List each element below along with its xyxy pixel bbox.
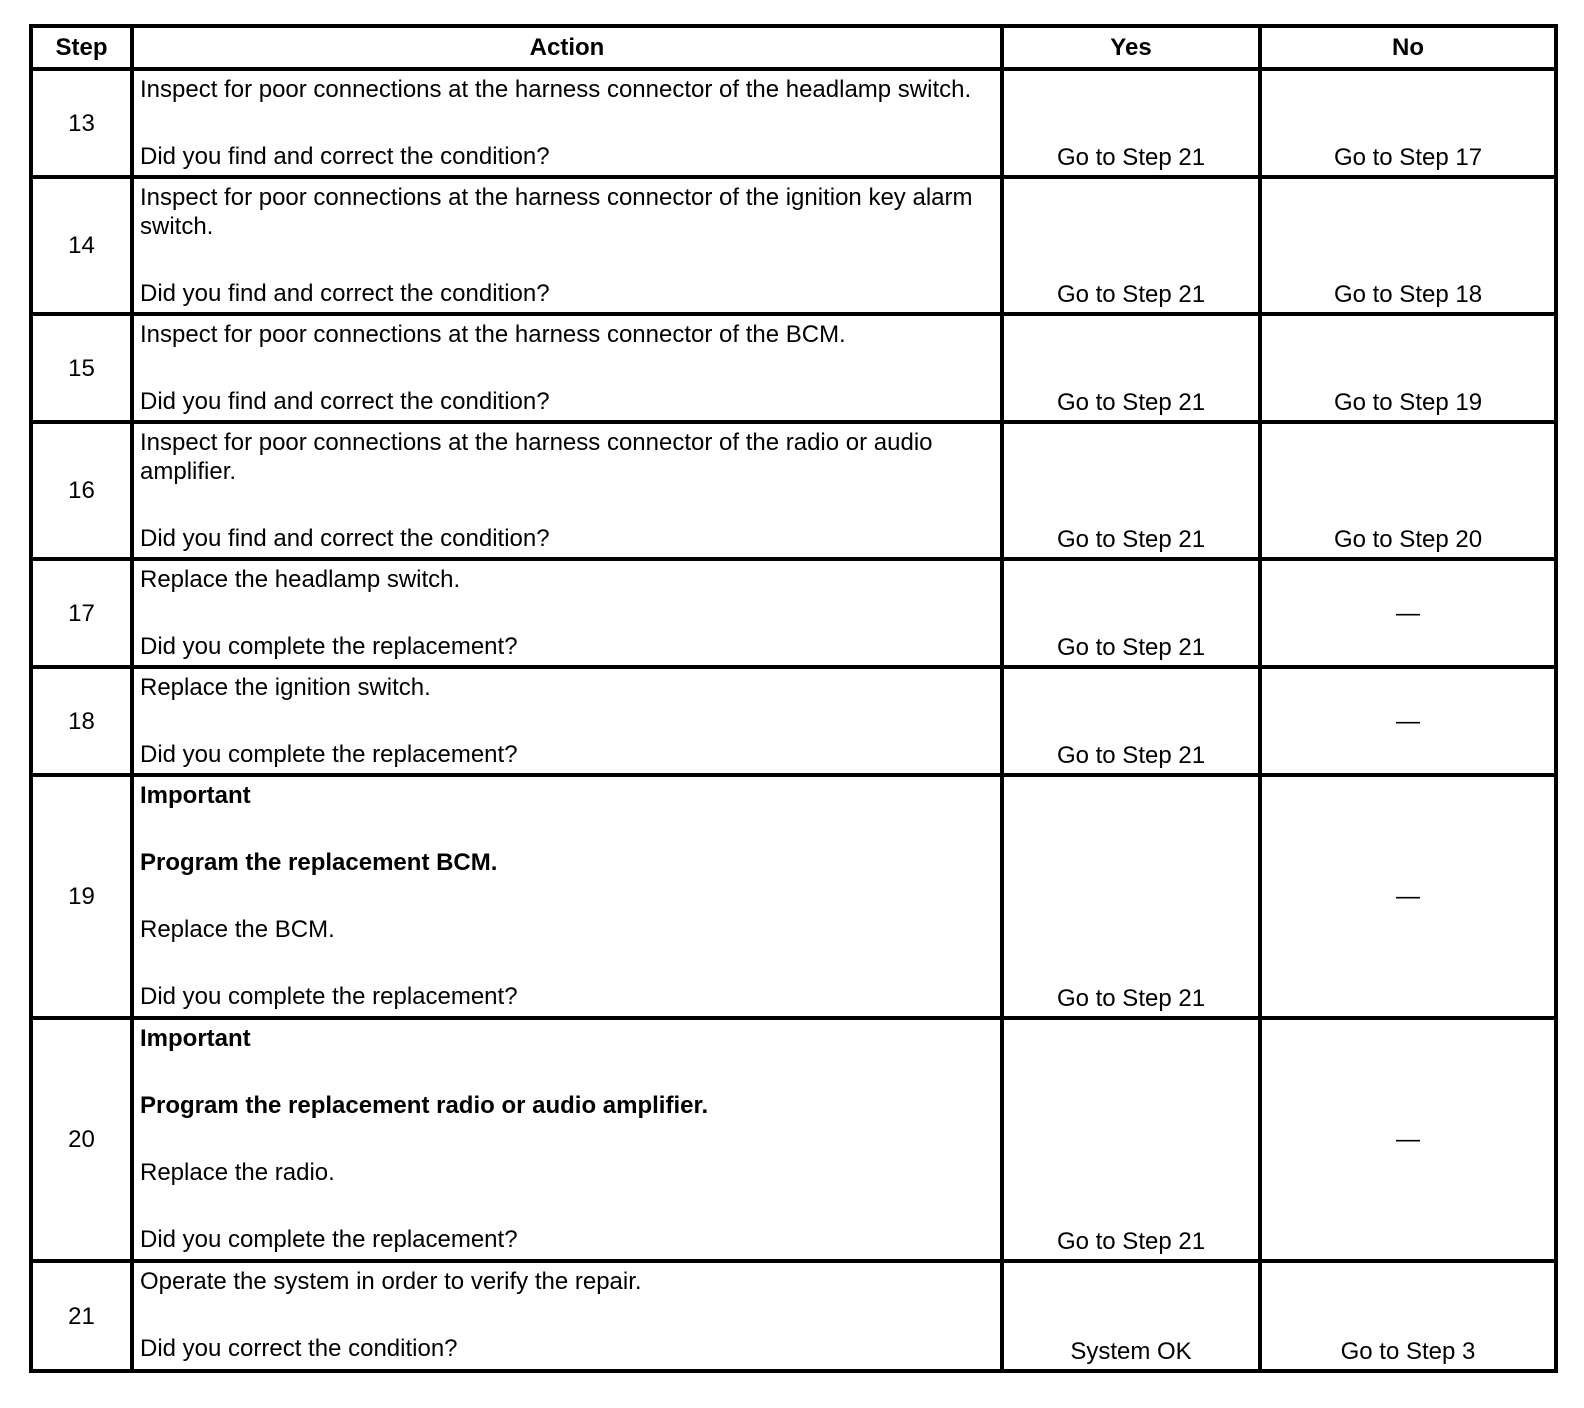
table-row — [31, 559, 1556, 667]
action-cell — [132, 559, 1002, 667]
action-text: Replace the headlamp switch. — [140, 566, 461, 593]
action-cell — [132, 667, 1002, 775]
action-text: Replace the BCM. — [140, 916, 335, 943]
step-number: 14 — [31, 177, 132, 314]
yes-result: Go to Step 21 — [1002, 422, 1260, 559]
yes-result: Go to Step 21 — [1002, 1018, 1260, 1261]
header-action: Action — [132, 26, 1002, 69]
important-text: Program the replacement radio or audio amplifier. — [140, 1092, 709, 1119]
table-row — [31, 422, 1556, 559]
action-text: Operate the system in order to verify the repair. — [140, 1268, 642, 1295]
important-text: Program the replacement BCM. — [140, 849, 498, 876]
diagnostic-table — [29, 24, 1558, 1373]
action-cell — [132, 69, 1002, 177]
yes-result: Go to Step 21 — [1002, 775, 1260, 1018]
table-row — [31, 177, 1556, 314]
important-label: Important — [140, 1025, 251, 1052]
table-header-row — [31, 26, 1556, 69]
action-text: Replace the radio. — [140, 1159, 335, 1186]
table-row — [31, 667, 1556, 775]
question-text: Did you find and correct the condition? — [140, 388, 550, 415]
question-text: Did you find and correct the condition? — [140, 280, 550, 307]
no-result: — — [1260, 775, 1556, 1018]
question-text: Did you complete the replacement? — [140, 633, 518, 660]
question-text: Did you complete the replacement? — [140, 983, 518, 1010]
action-text: Replace the ignition switch. — [140, 674, 431, 701]
yes-result: Go to Step 21 — [1002, 314, 1260, 422]
action-cell — [132, 1018, 1002, 1261]
step-number: 21 — [31, 1261, 132, 1371]
step-number: 20 — [31, 1018, 132, 1261]
table-row — [31, 69, 1556, 177]
question-text: Did you complete the replacement? — [140, 741, 518, 768]
step-number: 16 — [31, 422, 132, 559]
no-result: Go to Step 18 — [1260, 177, 1556, 314]
action-cell — [132, 775, 1002, 1018]
no-result: Go to Step 3 — [1260, 1261, 1556, 1371]
header-no: No — [1260, 26, 1556, 69]
table-row — [31, 314, 1556, 422]
action-cell — [132, 314, 1002, 422]
important-label: Important — [140, 782, 251, 809]
action-text: Inspect for poor connections at the harness connector of the radio or audio amplifier. — [140, 429, 933, 485]
action-text: Inspect for poor connections at the harness connector of the headlamp switch. — [140, 76, 972, 103]
step-number: 13 — [31, 69, 132, 177]
step-number: 18 — [31, 667, 132, 775]
yes-result: Go to Step 21 — [1002, 559, 1260, 667]
no-result: — — [1260, 1018, 1556, 1261]
no-result: Go to Step 19 — [1260, 314, 1556, 422]
question-text: Did you complete the replacement? — [140, 1226, 518, 1253]
action-cell — [132, 422, 1002, 559]
no-result: — — [1260, 559, 1556, 667]
no-result: Go to Step 17 — [1260, 69, 1556, 177]
header-step: Step — [31, 26, 132, 69]
step-number: 19 — [31, 775, 132, 1018]
table-row — [31, 1261, 1556, 1371]
table-row — [31, 775, 1556, 1018]
question-text: Did you find and correct the condition? — [140, 525, 550, 552]
action-cell — [132, 177, 1002, 314]
no-result: Go to Step 20 — [1260, 422, 1556, 559]
table-row — [31, 1018, 1556, 1261]
header-yes: Yes — [1002, 26, 1260, 69]
step-number: 17 — [31, 559, 132, 667]
action-text: Inspect for poor connections at the harness connector of the BCM. — [140, 321, 846, 348]
no-result: — — [1260, 667, 1556, 775]
question-text: Did you find and correct the condition? — [140, 143, 550, 170]
action-cell — [132, 1261, 1002, 1371]
step-number: 15 — [31, 314, 132, 422]
yes-result: Go to Step 21 — [1002, 667, 1260, 775]
yes-result: System OK — [1002, 1261, 1260, 1371]
yes-result: Go to Step 21 — [1002, 177, 1260, 314]
question-text: Did you correct the condition? — [140, 1335, 458, 1362]
action-text: Inspect for poor connections at the harness connector of the ignition key alarm switch. — [140, 184, 973, 240]
yes-result: Go to Step 21 — [1002, 69, 1260, 177]
